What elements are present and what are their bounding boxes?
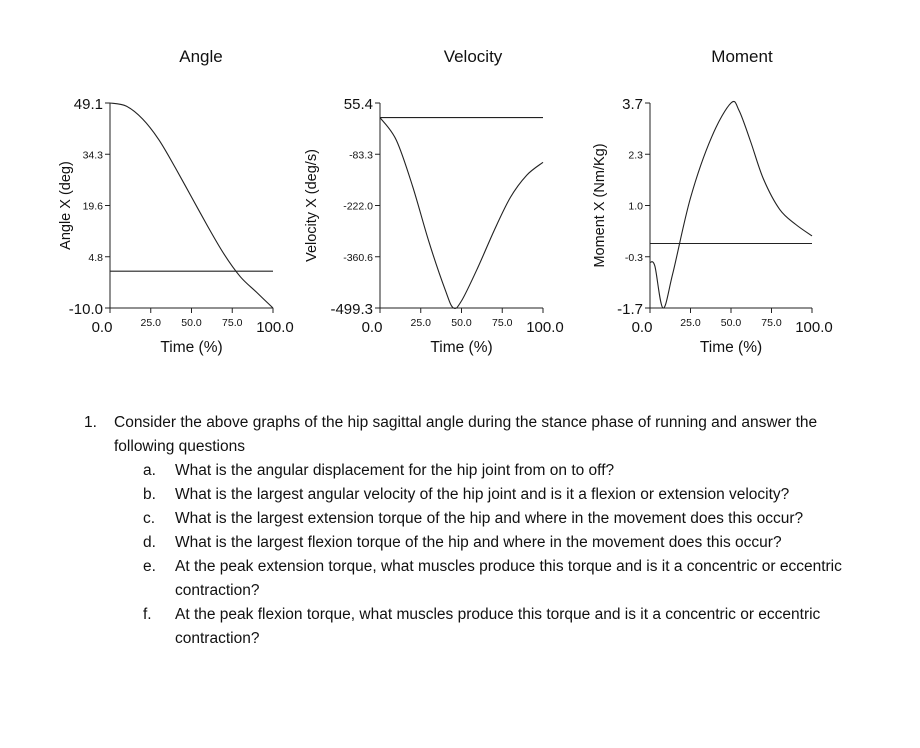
y-axis-label: Velocity X (deg/s) bbox=[304, 149, 320, 262]
y-tick-label: 34.3 bbox=[82, 149, 103, 162]
sub-question-text: What is the largest angular velocity of the hip joint and is it a flexion or extension velocity? bbox=[175, 486, 790, 503]
data-curve bbox=[110, 103, 273, 308]
sub-question-c bbox=[84, 507, 864, 531]
y-tick-label: -499.3 bbox=[330, 301, 373, 318]
x-tick-label: 50.0 bbox=[720, 317, 742, 329]
sub-question-a bbox=[84, 459, 864, 483]
chart-angle bbox=[58, 47, 294, 356]
chart-title: Velocity bbox=[443, 47, 503, 66]
y-axis-label: Angle X (deg) bbox=[58, 161, 74, 250]
sub-question-e bbox=[84, 555, 864, 603]
x-tick-label: 50.0 bbox=[181, 317, 202, 329]
y-tick-label: -222.0 bbox=[343, 200, 373, 213]
sub-question-letter: c. bbox=[143, 510, 156, 527]
chart-title: Moment bbox=[711, 47, 773, 66]
sub-question-letter: a. bbox=[143, 462, 156, 479]
x-tick-label: 100.0 bbox=[256, 319, 294, 336]
x-axis-label: Time (%) bbox=[699, 339, 763, 356]
sub-question-f bbox=[84, 603, 864, 651]
data-curve bbox=[380, 118, 543, 309]
x-tick-label: 25.0 bbox=[410, 317, 431, 329]
data-curve bbox=[650, 101, 812, 308]
y-tick-label: -0.3 bbox=[624, 251, 643, 264]
y-tick-label: 55.4 bbox=[343, 96, 373, 113]
x-tick-label: 0.0 bbox=[91, 319, 113, 336]
y-tick-label: 2.3 bbox=[628, 149, 643, 162]
question-number: 1. bbox=[84, 414, 97, 431]
x-tick-label: 75.0 bbox=[492, 317, 513, 329]
x-tick-label: 75.0 bbox=[222, 317, 243, 329]
y-tick-label: -360.6 bbox=[343, 251, 373, 264]
question-text: Consider the above graphs of the hip sagittal angle during the stance phase of running and answer the following questions bbox=[114, 414, 818, 455]
y-tick-label: 19.6 bbox=[82, 200, 103, 213]
sub-question-text: At the peak flexion torque, what muscles produce this torque and is it a concentric or eccentric contraction? bbox=[175, 606, 821, 647]
x-tick-label: 0.0 bbox=[631, 319, 653, 336]
x-tick-label: 100.0 bbox=[526, 319, 564, 336]
sub-question-letter: f. bbox=[143, 606, 152, 623]
sub-question-text: What is the largest flexion torque of the hip and where in the movement does this occur? bbox=[175, 534, 782, 551]
sub-question-letter: d. bbox=[143, 534, 156, 551]
y-tick-label: 3.7 bbox=[622, 96, 643, 113]
chart-title: Angle bbox=[179, 47, 223, 66]
question-list bbox=[84, 411, 864, 651]
x-axis-label: Time (%) bbox=[430, 339, 493, 356]
y-tick-label: 49.1 bbox=[73, 96, 103, 113]
chart-moment bbox=[592, 47, 833, 356]
y-tick-label: 1.0 bbox=[628, 200, 643, 213]
sub-question-letter: b. bbox=[143, 486, 156, 503]
y-tick-label: 4.8 bbox=[88, 251, 103, 264]
sub-question-b bbox=[84, 483, 864, 507]
x-tick-label: 0.0 bbox=[361, 319, 383, 336]
sub-question-text: What is the angular displacement for the hip joint from on to off? bbox=[175, 462, 615, 479]
y-axis-label: Moment X (Nm/Kg) bbox=[592, 143, 608, 268]
sub-question-text: What is the largest extension torque of the hip and where in the movement does this occur? bbox=[175, 510, 804, 527]
x-tick-label: 75.0 bbox=[761, 317, 782, 329]
sub-question-d bbox=[84, 531, 864, 555]
y-tick-label: -10.0 bbox=[68, 301, 103, 318]
x-tick-label: 100.0 bbox=[795, 319, 833, 336]
x-tick-label: 50.0 bbox=[451, 317, 472, 329]
sub-question-letter: e. bbox=[143, 558, 156, 575]
chart-velocity bbox=[304, 47, 564, 356]
x-tick-label: 25.0 bbox=[680, 317, 701, 329]
x-axis-label: Time (%) bbox=[160, 339, 223, 356]
question-1 bbox=[84, 411, 864, 459]
y-tick-label: -1.7 bbox=[617, 301, 643, 318]
x-tick-label: 25.0 bbox=[140, 317, 161, 329]
y-tick-label: -83.3 bbox=[349, 149, 373, 162]
sub-question-text: At the peak extension torque, what muscles produce this torque and is it a concentric or eccentric contraction? bbox=[175, 558, 842, 599]
